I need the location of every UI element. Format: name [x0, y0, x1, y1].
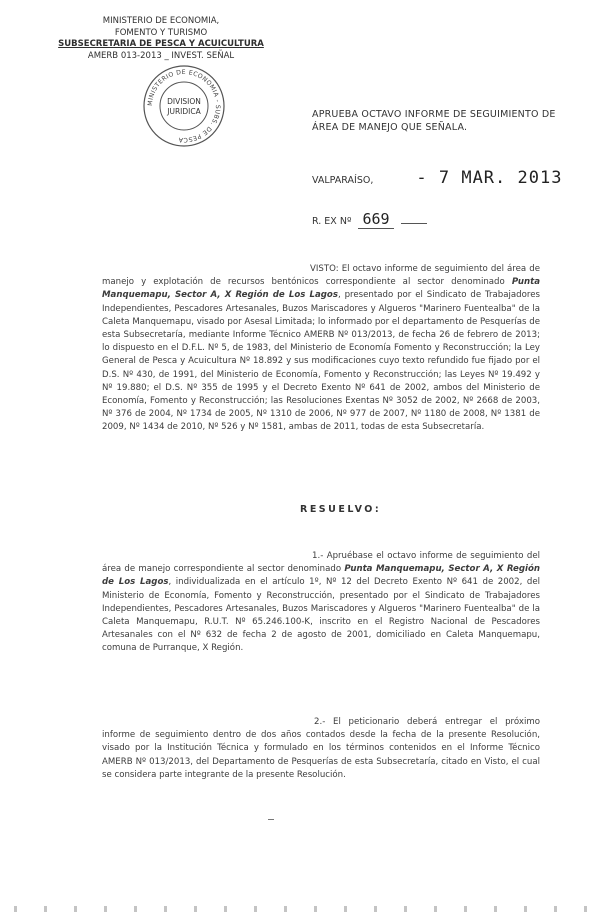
ministry-name: MINISTERIO DE ECONOMIA,: [102, 16, 220, 26]
page-mark: [268, 819, 274, 820]
visto-paragraph: [102, 263, 540, 435]
date-place: VALPARAÍSO,: [312, 175, 374, 186]
stamp-inner-line2: JURIDICA: [167, 107, 201, 116]
visto-area-name: Punta Manquemapu, Sector A, X Región de Los Lagos: [102, 277, 540, 301]
date-stamp: - 7 MAR. 2013: [416, 168, 563, 188]
stamp-outer-text: MINISTERIO DE ECONOMIA - SUBS. DE PESCA: [146, 68, 222, 144]
visto-text-2: , presentado por el Sindicato de Trabajadores Independientes, Pescadores Artesanales, Buzos Mariscadores y Algueros "Marinero Fuentealba" de la Caleta Manquemapu, visado por Asesal Limitada; lo informado por el departamento de Pesquerías de esta Subsecretaría, mediante Informe Técnico AMERB Nº 013/2013, de fecha 26 de febrero de 2013; lo dispuesto en el D.F.L. Nº 5, de 1983, del Ministerio de Economía Fomento y Reconstrucción; la Ley General de Pesca y Acuicultura Nº 18.892 y sus modificaciones cuyo texto refundido fue fijado por el D.S. Nº 430, de 1991, del Ministerio de Economía, Fomento y Reconstrucción; las Leyes Nº 19.492 y Nº 19.880; el D.S. Nº 355 de 1995 y el Decreto Exento Nº 641 de 2002, ambos del Ministerio de Economía, Fomento y Reconstrucción; las Resoluciones Exentas Nº 3052 de 2002, Nº 2668 de 2003, Nº 376 de 2004, Nº 1734 de 2005, Nº 1310 de 2006, Nº 977 de 2007, Nº 1180 de 2008, Nº 1381 de 2009, Nº 1434 de 2010, Nº 526 y Nº 1581, ambas de 2011, todas de esta Subsecretaría.: [102, 290, 540, 433]
resolution-number-tail: [401, 223, 427, 224]
visto-text-1: El octavo informe de seguimiento del área de manejo y explotación de recursos bentónicos correspondiente al sector denominado: [102, 264, 540, 288]
visto-label: VISTO:: [310, 264, 339, 274]
file-reference: AMERB 013-2013 _ INVEST. SEÑAL: [87, 50, 235, 61]
point-1-area-name: Punta Manquemapu, Sector A, X Región de Los Lagos: [102, 564, 540, 588]
date-line: [312, 168, 562, 188]
resolution-number: 669: [358, 210, 393, 229]
resuelvo-heading: RESUELVO:: [300, 504, 382, 515]
point-1-label: 1.- Apruébase: [312, 551, 373, 561]
resolution-title: [312, 108, 556, 134]
point-2-paragraph: [102, 716, 540, 782]
ministry-name-cont: FOMENTO Y TURISMO: [114, 27, 208, 38]
point-2-text: deberá entregar el próximo informe de seguimiento dentro de dos años contados desde la fecha de la presente Resolución, visado por la Institución Técnica y formulado en los términos contenidos en el Informe Técnico AMERB Nº 013/2013, del Departamento de Pesquerías de esta Subsecretaría, citado en Visto, el cual se considera parte integrante de la presente Resolución.: [102, 717, 540, 780]
title-line2: ÁREA DE MANEJO QUE SEÑALA.: [312, 122, 468, 133]
stamp-inner-line1: DIVISION: [167, 97, 201, 106]
resolution-number-label: R. EX Nº: [312, 216, 352, 227]
title-line1: APRUEBA OCTAVO INFORME DE SEGUIMIENTO DE: [312, 109, 556, 120]
scan-footer-artifact: [0, 906, 600, 912]
point-1-text-2: , individualizada en el artículo 1º, Nº 12 del Decreto Exento Nº 641 de 2002, del Ministerio de Economía, Fomento y Reconstrucción, presentado por el Sindicato de Trabajadores Independientes, Pescadores Artesanales, Buzos Mariscadores y Algueros "Marinero Fuentealba" de la Caleta Manquemapu, R.U.T. Nº 65.246.100-K, inscrito en el Registro Nacional de Pescadores Artesanales con el Nº 632 de fecha 2 de agosto de 2001, domiciliado en Caleta Manquemapu, comuna de Purranque, X Región.: [102, 577, 540, 654]
resolution-number-line: [312, 210, 427, 228]
ministry-header: [56, 16, 266, 62]
point-1-text-1: el octavo informe de seguimiento del área de manejo correspondiente al sector denominado: [102, 551, 541, 575]
point-2-label: 2.- El peticionario: [314, 717, 400, 727]
subsecretaria-name: SUBSECRETARIA DE PESCA Y ACUICULTURA: [58, 39, 264, 49]
point-1-paragraph: [102, 550, 540, 656]
division-juridica-stamp: [142, 64, 226, 148]
